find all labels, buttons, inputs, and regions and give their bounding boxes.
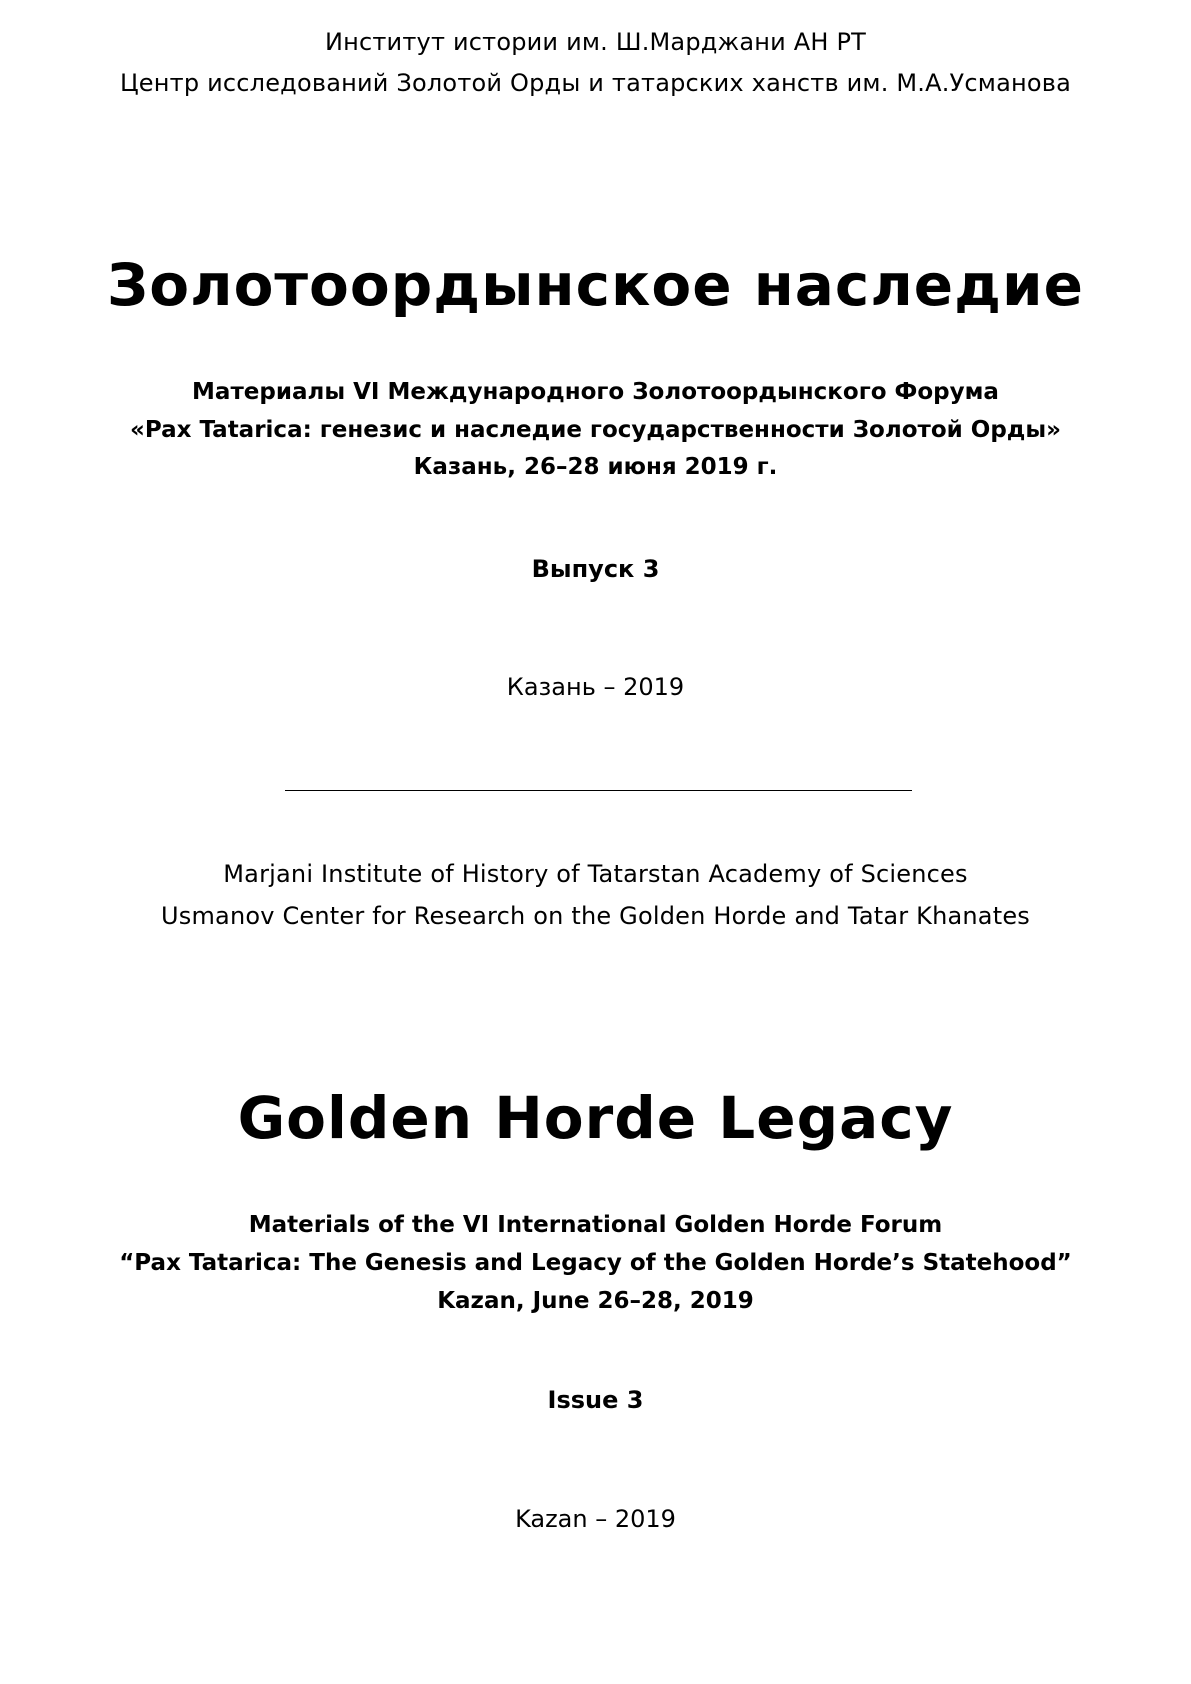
- issue-label: Выпуск 3: [531, 555, 660, 583]
- city-year: Kazan – 2019: [515, 1505, 676, 1533]
- subtitle-line: Kazan, June 26–28, 2019: [437, 1288, 754, 1314]
- issue-label: Issue 3: [547, 1386, 644, 1414]
- page-title: Golden Horde Legacy: [237, 1084, 954, 1152]
- city-year: Казань – 2019: [506, 673, 685, 701]
- page-title: Золотоордынское наследие: [107, 251, 1084, 319]
- institute-line: Usmanov Center for Research on the Golden Horde and Tatar Khanates: [160, 902, 1030, 930]
- institute-line: Центр исследований Золотой Орды и татарских ханств им. М.А.Усманова: [119, 69, 1072, 97]
- institute-line: Marjani Institute of History of Tatarstan Academy of Sciences: [223, 860, 968, 888]
- subtitle-line: «Pax Tatarica: генезис и наследие государственности Золотой Орды»: [129, 417, 1062, 443]
- subtitle-line: Materials of the VI International Golden Horde Forum: [248, 1212, 943, 1238]
- subtitle-line: Материалы VI Международного Золотоордынского Форума: [192, 379, 999, 405]
- subtitle-line: “Pax Tatarica: The Genesis and Legacy of the Golden Horde’s Statehood”: [119, 1250, 1072, 1276]
- institute-line: Институт истории им. Ш.Марджани АН РТ: [324, 28, 867, 56]
- section-divider: [285, 790, 912, 791]
- subtitle-line: Казань, 26–28 июня 2019 г.: [413, 454, 778, 480]
